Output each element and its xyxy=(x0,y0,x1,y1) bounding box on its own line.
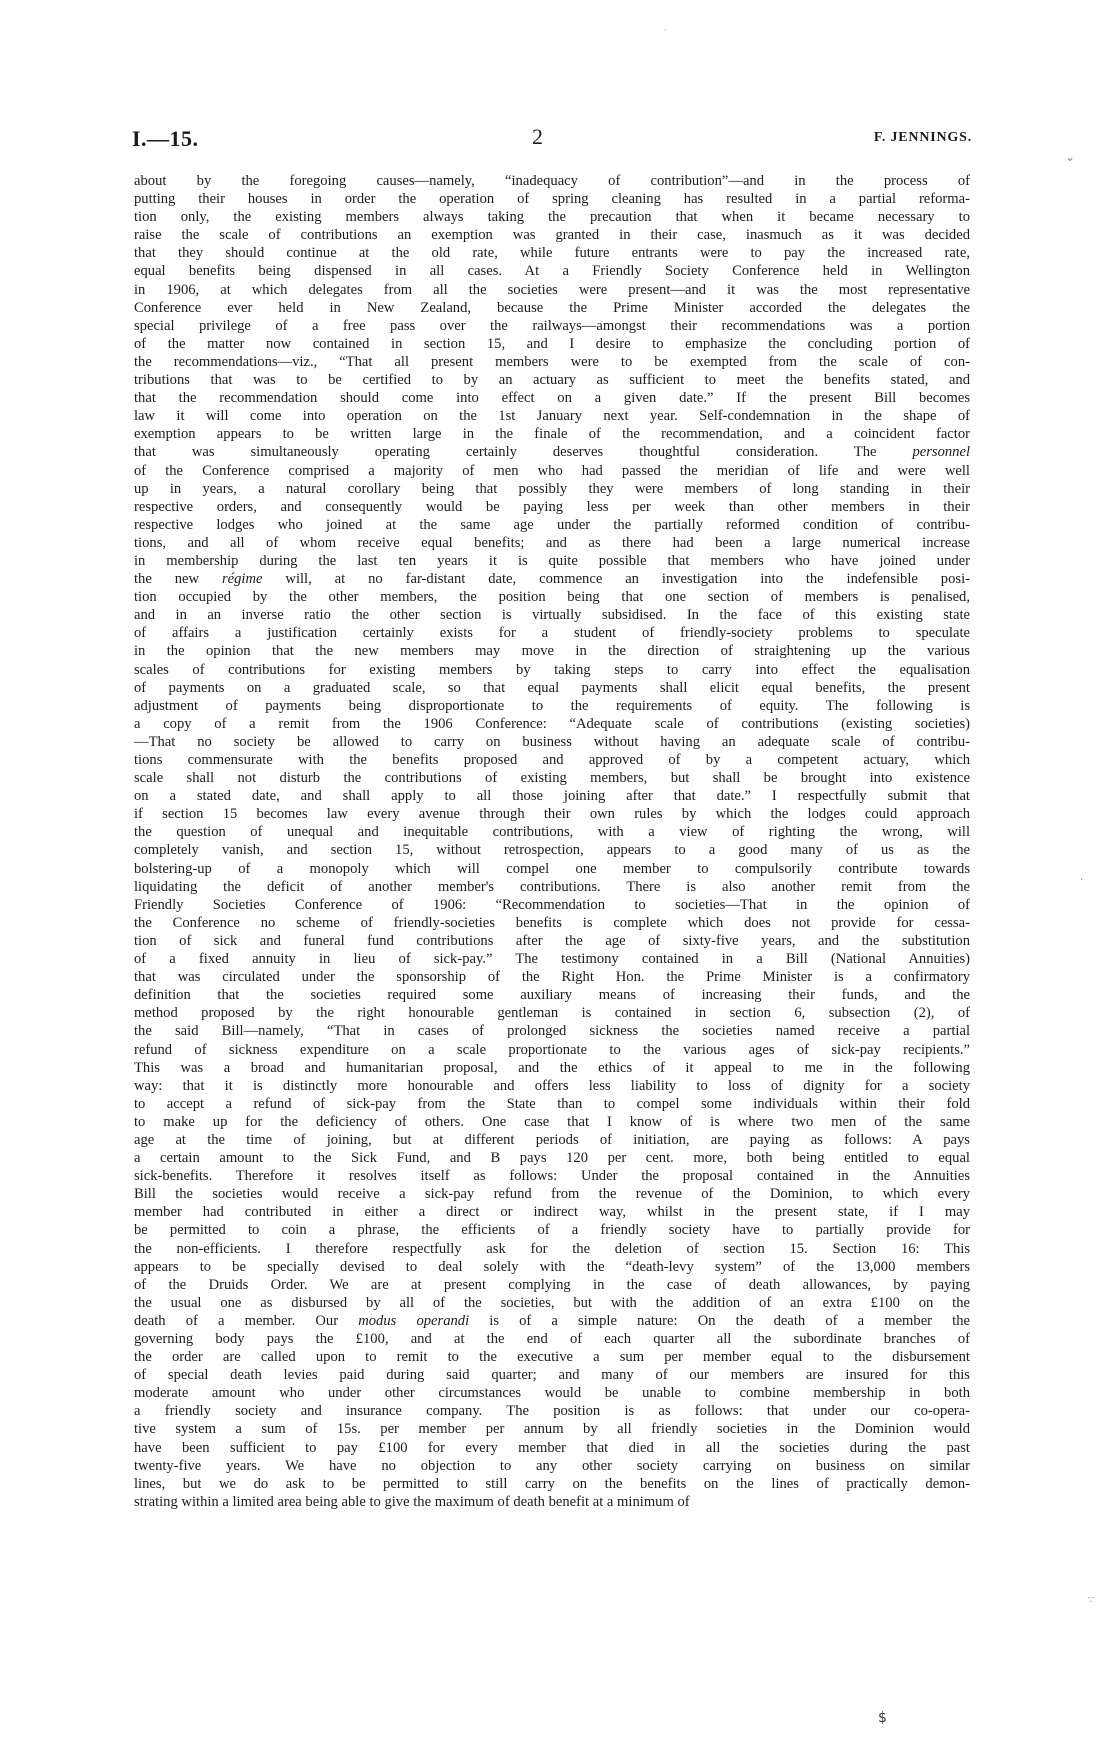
body-line: member had contributed in either a direct or indirect way, whilst in the present state, if I may xyxy=(134,1204,970,1221)
body-line: adjustment of payments being disproportionate to the requirements of equity. The following is xyxy=(134,697,970,714)
scan-speck-mark: · xyxy=(664,26,667,35)
body-line: on a stated date, and shall apply to all those joining after that date.” I respectfully submit that xyxy=(134,788,970,805)
body-line: if section 15 becomes law every avenue through their own rules by which the lodges could approach xyxy=(134,806,970,823)
document-reference: I.—15. xyxy=(132,126,199,151)
body-line: the new régime will, at no far-distant date, commence an investigation into the indefensible posi- xyxy=(134,571,970,588)
body-line: up in years, a natural corollary being that possibly they were members of long standing in their xyxy=(134,480,970,497)
body-line: in the opinion that the new members may move in the direction of straightening up the various xyxy=(134,643,970,660)
body-line: lines, but we do ask to be permitted to still carry on the benefits on the lines of practically demon- xyxy=(134,1475,970,1492)
body-line: appears to be specially devised to deal solely with the “death-levy system” of the 13,000 members xyxy=(134,1258,970,1275)
body-line: —That no society be allowed to carry on business without having an adequate scale of contribu- xyxy=(134,733,970,750)
body-line: the said Bill—namely, “That in cases of prolonged sickness the societies named receive a partial xyxy=(134,1023,970,1040)
body-line: respective lodges who joined at the same age under the partially reformed condition of contribu- xyxy=(134,516,970,533)
body-line: of a fixed annuity in lieu of sick-pay.” The testimony contained in a Bill (National Annuities) xyxy=(134,951,970,968)
body-line: way: that it is distinctly more honourable and offers less liability to loss of dignity for a society xyxy=(134,1077,970,1094)
body-line: completely vanish, and section 15, without retrospection, appears to a good many of us as the xyxy=(134,842,970,859)
body-line: a friendly society and insurance company. The position is as follows: that under our co-opera- xyxy=(134,1403,970,1420)
body-line: bolstering-up of a monopoly which will compel one member to compulsorily contribute towards xyxy=(134,860,970,877)
body-line: that they should continue at the old rate, while future entrants were to pay the increased rate, xyxy=(134,245,970,262)
body-line: method proposed by the right honourable gentleman is contained in section 6, subsection (2), of xyxy=(134,1005,970,1022)
body-line: the Conference no scheme of friendly-societies benefits is complete which does not provide for cessa- xyxy=(134,914,970,931)
body-line: definition that the societies required some auxiliary means of increasing their funds, and the xyxy=(134,987,970,1004)
body-line: the non-efficients. I therefore respectfully ask for the deletion of section 15. Section 16: This xyxy=(134,1240,970,1257)
body-line: tion of sick and funeral fund contributions after the age of sixty-five years, and the substitution xyxy=(134,932,970,949)
body-line: tive system a sum of 15s. per member per annum by all friendly societies in the Dominion would xyxy=(134,1421,970,1438)
body-line: in membership during the last ten years it is quite possible that members who have joined under xyxy=(134,552,970,569)
body-line: Friendly Societies Conference of 1906: “Recommendation to societies—That in the opinion of xyxy=(134,896,970,913)
body-line: scales of contributions for existing members by taking steps to carry into effect the equalisation xyxy=(134,661,970,678)
body-line: to make up for the deficiency of others. One case that I know of is where two men of the same xyxy=(134,1113,970,1130)
page-header xyxy=(132,126,972,166)
body-line: that the recommendation should come into effect on a given date.” If the present Bill becomes xyxy=(134,390,970,407)
body-line: strating within a limited area being able to give the maximum of death benefit at a minimum of xyxy=(134,1493,690,1510)
body-line: of the Druids Order. We are at present complying in the case of death allowances, by paying xyxy=(134,1276,970,1293)
body-line: in 1906, at which delegates from all the societies were present—and it was the most representative xyxy=(134,281,970,298)
scan-speck-mark: ∵ xyxy=(1088,1595,1095,1606)
page-number: 2 xyxy=(532,124,543,149)
body-line: and in an inverse ratio the other section is virtually subsidised. In the face of this existing state xyxy=(134,607,970,624)
scan-speck-mark: · xyxy=(1080,875,1084,886)
body-line: tributions that was to be certified to by an actuary as sufficient to meet the benefits stated, and xyxy=(134,372,970,389)
body-line: a certain amount to the Sick Fund, and B pays 120 per cent. more, both being entitled to equal xyxy=(134,1150,970,1167)
body-line: a copy of a remit from the 1906 Conference: “Adequate scale of contributions (existing societies) xyxy=(134,715,970,732)
body-line: tion only, the existing members always taking the precaution that when it became necessary to xyxy=(134,209,970,226)
scan-speck-mark: $ xyxy=(878,1710,887,1726)
body-line: liquidating the deficit of another member's contributions. There is also another remit from the xyxy=(134,878,970,895)
body-line: refund of sickness expenditure on a scale proportionate to the various ages of sick-pay recipients.” xyxy=(134,1041,970,1058)
body-line: age at the time of joining, but at different periods of initiation, are paying as follows: A pays xyxy=(134,1131,970,1148)
body-line: tion occupied by the other members, the position being that one section of members is penalised, xyxy=(134,589,970,606)
body-line: have been sufficient to pay £100 for every member that died in all the societies during the past xyxy=(134,1439,970,1456)
body-line: the order are called upon to remit to the executive a sum per member equal to the disbursement xyxy=(134,1349,970,1366)
body-line: of payments on a graduated scale, so that equal payments shall elicit equal benefits, the present xyxy=(134,679,970,696)
body-line: of affairs a justification certainly exists for a student of friendly-society problems to speculate xyxy=(134,625,970,642)
body-line: to accept a refund of sick-pay from the State than to compel some individuals within their fold xyxy=(134,1095,970,1112)
body-line: This was a broad and humanitarian proposal, and the ethics of it appeal to me in the following xyxy=(134,1059,970,1076)
body-line: governing body pays the £100, and at the end of each quarter all the subordinate branches of xyxy=(134,1331,970,1347)
body-line: twenty-five years. We have no objection to any other society carrying on business on similar xyxy=(134,1457,970,1474)
body-line: equal benefits being dispensed in all cases. At a Friendly Society Conference held in Wellington xyxy=(134,263,970,280)
body-line: Conference ever held in New Zealand, because the Prime Minister accorded the delegates the xyxy=(134,299,970,316)
body-line: the recommendations—viz., “That all present members were to be exempted from the scale of con- xyxy=(134,353,970,370)
body-line: death of a member. Our modus operandi is of a simple nature: On the death of a member the xyxy=(134,1312,970,1329)
body-line: the usual one as disbursed by all of the societies, but with the addition of an extra £100 on the xyxy=(134,1294,970,1311)
body-line: special privilege of a free pass over the railways—amongst their recommendations was a portion xyxy=(134,317,970,334)
body-line: of the Conference comprised a majority of men who had passed the meridian of life and were well xyxy=(134,462,970,479)
body-line: raise the scale of contributions an exemption was granted in their case, inasmuch as it was decided xyxy=(134,227,970,244)
body-line: law it will come into operation on the 1st January next year. Self-condemnation in the shape of xyxy=(134,408,970,425)
body-line: sick-benefits. Therefore it resolves itself as follows: Under the proposal contained in the Annuities xyxy=(134,1168,970,1185)
body-line: Bill the societies would receive a sick-pay refund from the revenue of the Dominion, to which every xyxy=(134,1186,970,1203)
body-line: of special death levies paid during said quarter; and many of our members are insured for this xyxy=(134,1367,970,1384)
body-line: tions, and all of whom receive equal benefits; and as there had been a large numerical increase xyxy=(134,534,970,551)
body-line: be permitted to coin a phrase, the efficients of a friendly society have to partially provide for xyxy=(134,1222,970,1239)
body-line: respective orders, and consequently would be paying less per week than other members in their xyxy=(134,498,970,515)
body-line: scale shall not disturb the contributions of existing members, but shall be brought into existence xyxy=(134,770,970,787)
speaker-name: F. JENNINGS. xyxy=(873,130,972,145)
body-line: the question of unequal and inequitable contributions, with a view of righting the wrong, will xyxy=(134,824,970,841)
body-line: that was circulated under the sponsorship of the Right Hon. the Prime Minister is a confirmatory xyxy=(134,969,970,986)
body-line: moderate amount who under other circumstances would be unable to combine membership in both xyxy=(134,1385,970,1402)
body-line: about by the foregoing causes—namely, “inadequacy of contribution”—and in the process of xyxy=(134,173,970,189)
body-text xyxy=(134,172,970,1511)
body-line: tions commensurate with the benefits proposed and approved of by a competent actuary, which xyxy=(134,752,970,768)
body-line: of the matter now contained in section 15, and I desire to emphasize the concluding portion of xyxy=(134,335,970,352)
body-line: that was simultaneously operating certainly deserves thoughtful consideration. The personnel xyxy=(134,444,970,461)
body-line: putting their houses in order the operation of spring cleaning has resulted in a partial reforma- xyxy=(134,191,970,208)
body-line: exemption appears to be written large in the finale of the recommendation, and a coincident factor xyxy=(134,426,970,443)
scan-speck-mark: ⌄ xyxy=(1065,150,1076,164)
